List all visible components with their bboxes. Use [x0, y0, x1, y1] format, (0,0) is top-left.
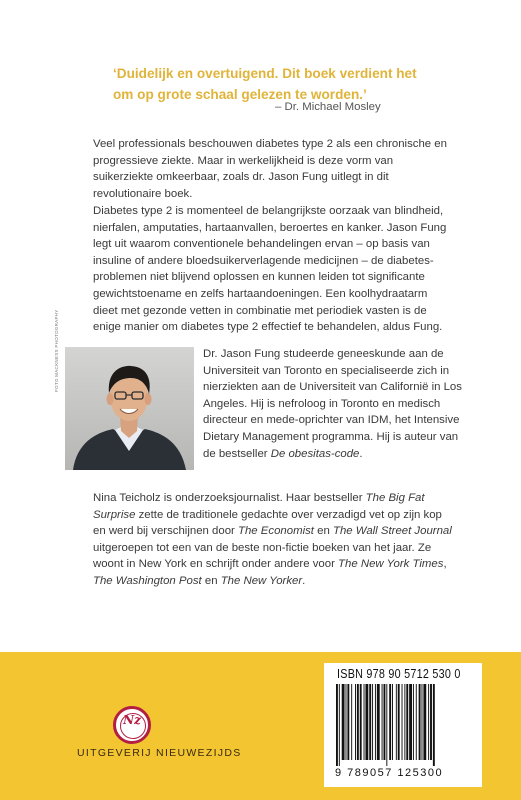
publisher-logo	[113, 706, 151, 744]
barcode-bar	[351, 684, 352, 760]
barcode-bar	[398, 684, 400, 760]
coauthor-title-2: The Economist	[238, 525, 314, 538]
barcode-bar	[389, 684, 391, 760]
coauthor-text-4: uitgeroepen tot een van de beste non-fictie boeken van het jaar. Ze woont in New York en schrijft onder andere voor	[93, 541, 432, 571]
author-portrait-image	[65, 347, 194, 470]
quote-line-2: om op grote schaal gelezen te worden.’	[113, 87, 367, 102]
barcode-bar	[396, 684, 397, 760]
barcode-digits: 9 789057 125300	[335, 767, 444, 779]
barcode-bar	[402, 684, 403, 760]
coauthor-text-7: .	[302, 574, 306, 587]
coauthor-title-4: The New York Times	[338, 558, 444, 571]
quote-line-1: ‘Duidelijk en overtuigend. Dit boek verdient het	[113, 66, 417, 81]
barcode-bar	[336, 684, 338, 766]
quote-attribution: – Dr. Michael Mosley	[275, 101, 381, 113]
barcode-bar	[342, 684, 345, 760]
barcode-bar	[364, 684, 365, 760]
isbn-label: ISBN 978 90 5712 530 0	[337, 666, 461, 681]
author-bio-end: .	[359, 447, 363, 460]
barcode-icon	[334, 684, 474, 766]
barcode-bar	[433, 684, 435, 766]
author-bio-book-title: De obesitas-code	[270, 447, 360, 460]
barcode-bar	[406, 684, 408, 760]
barcode-bar	[404, 684, 405, 760]
coauthor-text-1: Nina Teicholz is onderzoeksjournalist. Haar bestseller	[93, 492, 366, 504]
author-bio	[203, 346, 463, 462]
barcode-bar	[430, 684, 432, 760]
barcode-bar	[419, 684, 421, 760]
barcode-bar	[416, 684, 417, 760]
barcode-bar	[355, 684, 356, 760]
barcode-bar	[409, 684, 412, 760]
coauthor-text-2: zette de traditionele gedachte over verzadigd vet op zijn kop en werd bij verschijnen door	[93, 508, 442, 538]
review-quote	[113, 63, 473, 105]
barcode-bar	[384, 684, 386, 760]
author-bio-text: Dr. Jason Fung studeerde geneeskunde aan de Universiteit van Toronto en specialiseerde zich in nierziekten aan de Universiteit van Californië in Los Angeles. Hij is nefroloog in Toronto en medisch directeur en mede-oprichter van IDM, het Intensive Dietary Management programma. Hij is auteur van de bestseller	[203, 348, 462, 460]
barcode-bar	[386, 684, 387, 766]
publisher-name: UITGEVERIJ NIEUWEZIJDS	[77, 747, 242, 759]
barcode-bar	[428, 684, 429, 760]
barcode-bar	[382, 684, 383, 760]
author-photo	[65, 347, 194, 470]
barcode-bar	[360, 684, 362, 760]
barcode-bar	[357, 684, 359, 760]
publisher-logo-monogram: Nz	[123, 713, 141, 727]
coauthor-text-3: en	[313, 525, 333, 538]
barcode-bar	[423, 684, 426, 760]
coauthor-text-5: ,	[443, 558, 447, 571]
barcode-bar	[339, 684, 340, 766]
coauthor-paragraph	[93, 490, 453, 590]
barcode-bar	[413, 684, 414, 760]
intro-paragraph: Veel professionals beschouwen diabetes type 2 als een chronische en progressieve ziekte. Maar in werkelijkheid is deze vorm van suikerziekte omkeerbaar, zoals dr. Jason Fung uitlegt in dit revolutionaire boek.	[93, 138, 447, 200]
barcode-bar	[392, 684, 393, 760]
coauthor-title-5: The Washington Post	[93, 574, 202, 587]
barcode-bar	[377, 684, 380, 760]
coauthor-title-6: The New Yorker	[220, 574, 303, 587]
description-paragraph: Diabetes type 2 is momenteel de belangrijkste oorzaak van blindheid, nierfalen, amputaties, hartaanvallen, beroertes en kanker. Jason Fung legt uit waarom conventionele behandelingen ervan – op basis van insuline of andere bloedsuikerverlagende medicijnen – de diabetes-problemen niet blijvend oplossen en kunnen leiden tot significante gewichtstoename en zelfs hartaandoeningen. Een koolhydraatarm dieet met gezonde vetten in combinatie met periodiek vasten is de enige manier om diabetes type 2 effectief te behandelen, aldus Fung.	[93, 205, 447, 334]
coauthor-title-3: The Wall Street Journal	[332, 525, 452, 538]
barcode-bar	[346, 684, 347, 760]
coauthor-text-6: en	[201, 574, 221, 587]
photo-credit: FOTO MACKNESS PHOTOGRAPHY	[54, 309, 59, 392]
barcode-bar	[375, 684, 376, 760]
barcode-bar	[365, 684, 368, 760]
barcode-bar	[422, 684, 423, 760]
barcode-bar	[369, 684, 371, 760]
coauthor-title-1: The Big Fat Surprise	[93, 492, 425, 521]
barcode-bar	[372, 684, 373, 760]
barcode-bar	[347, 684, 349, 760]
